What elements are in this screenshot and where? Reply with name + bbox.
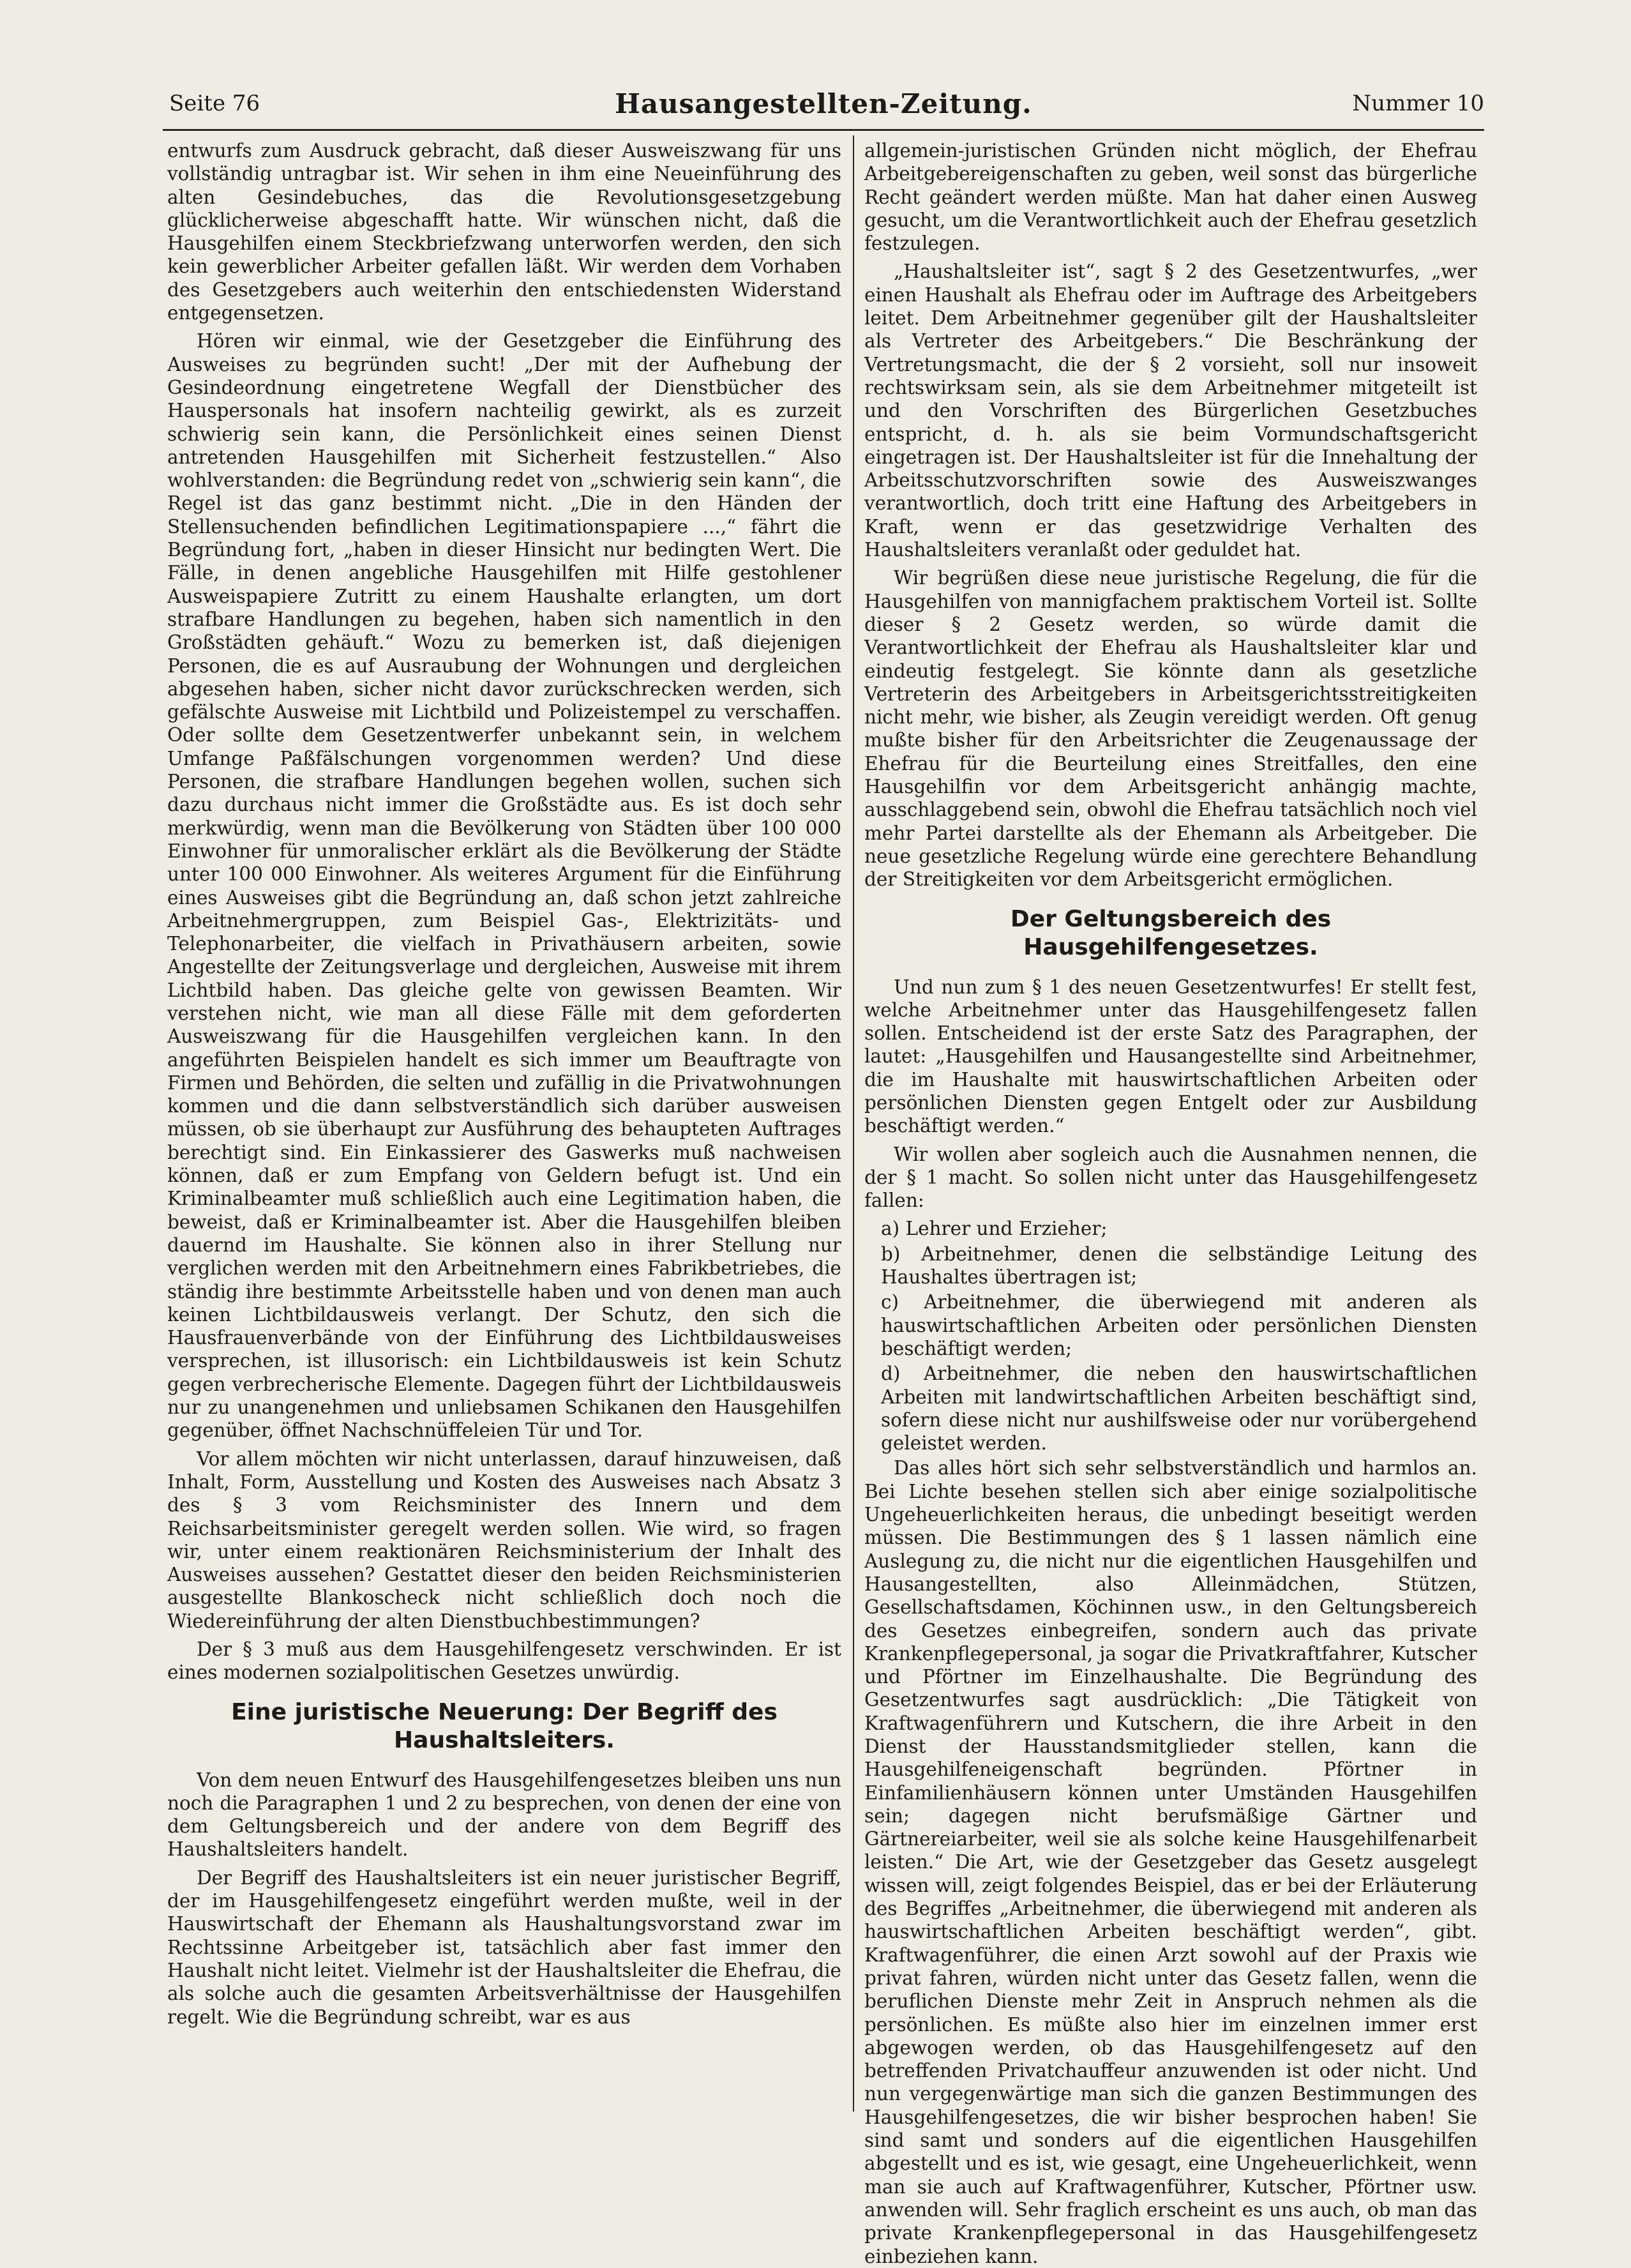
page-number: Seite 76 — [169, 91, 260, 116]
issue-number: Nummer 10 — [1352, 91, 1484, 116]
exception-item: c) Arbeitnehmer, die überwiegend mit anderen als hauswirtschaftlichen Arbeiten oder persönlichen Diensten beschäftigt werden; — [881, 1291, 1477, 1359]
article-paragraph: Von dem neuen Entwurf des Hausgehilfengesetzes bleiben uns nun noch die Paragraphen 1 und 2 zu besprechen, von denen der eine von dem Geltungsbereich und der andere von dem Begriff des Haushaltsleiters handelt. — [167, 1769, 841, 1861]
page-header — [163, 88, 1484, 126]
exception-item: a) Lehrer und Erzieher; — [881, 1218, 1108, 1240]
article-paragraph: Der § 3 muß aus dem Hausgehilfengesetz verschwinden. Er ist eines modernen sozialpolitischen Gesetzes unwürdig. — [167, 1638, 841, 1684]
article-paragraph: „Haushaltsleiter ist“, sagt § 2 des Gesetzentwurfes, „wer einen Haushalt als Ehefrau oder im Auftrage des Arbeitgebers leitet. Dem Arbeitnehmer gegenüber gilt der Haushaltsleiter als Vertreter des Arbeitgebers.“ Die Beschränkung der Vertretungsmacht, die der § 2 vorsieht, soll nur insoweit rechtswirksam sein, als sie dem Arbeitnehmer mitgeteilt ist und den Vorschriften des Bürgerlichen Gesetzbuches entspricht, d. h. als sie beim Vormundschaftsgericht eingetragen ist. Der Haushaltsleiter ist für die Innehaltung der Arbeitsschutzvorschriften sowie des Ausweiszwanges verantwortlich, doch tritt eine Haftung des Arbeitgebers in Kraft, wenn er das gesetzwidrige Verhalten des Haushaltsleiters veranlaßt oder geduldet hat. — [864, 261, 1477, 561]
header-rule — [163, 129, 1484, 131]
left-column — [167, 139, 841, 2112]
article-paragraph: allgemein-juristischen Gründen nicht möglich, der Ehefrau Arbeitgebereigenschaften zu geben, weil sonst das bürgerliche Recht geändert werden müßte. Man hat daher einen Ausweg gesucht, um die Verantwortlichkeit auch der Ehefrau gesetzlich festzulegen. — [864, 140, 1477, 255]
article-paragraph: Vor allem möchten wir nicht unterlassen, darauf hinzuweisen, daß Inhalt, Form, Ausstellung und Kosten des Ausweises nach Absatz 3 des § 3 vom Reichsminister des Innern und dem Reichsarbeitsminister geregelt werden sollen. Wie wird, so fragen wir, unter einem reaktionären Reichsministerium der Inhalt des Ausweises aussehen? Gestattet dieser den beiden Reichsministerien ausgestellte Blankoscheck nicht schließlich doch noch die Wiedereinführung der alten Dienstbuchbestimmungen? — [167, 1448, 841, 1632]
article-paragraph: Und nun zum § 1 des neuen Gesetzentwurfes! Er stellt fest, welche Arbeitnehmer unter das Hausgehilfengesetz fallen sollen. Entscheidend ist der erste Satz des Paragraphen, der lautet: „Hausgehilfen und Hausangestellte sind Arbeitnehmer, die im Haushalte mit hauswirtschaftlichen Arbeiten oder persönlichen Diensten gegen Entgelt oder zur Ausbildung beschäftigt werden.“ — [864, 976, 1477, 1137]
article-paragraph: Das alles hört sich sehr selbstverständlich und harmlos an. Bei Lichte besehen stellen sich aber einige sozialpolitische Ungeheuerlichkeiten heraus, die unbedingt beseitigt werden müssen. Die Bestimmungen des § 1 lassen nämlich eine Auslegung zu, die nicht nur die eigentlichen Hausgehilfen und Hausangestellten, also Alleinmädchen, Stützen, Gesellschaftsdamen, Köchinnen usw., in den Geltungsbereich des Gesetzes einbegreifen, sondern auch das private Krankenpflegepersonal, ja sogar die Privatkraftfahrer, Kutscher und Pförtner im Einzelhaushalte. Die Begründung des Gesetzentwurfes sagt ausdrücklich: „Die Tätigkeit von Kraftwagenführern und Kutschern, die ihre Arbeit in den Dienst der Hausstandsmitglieder stellen, kann die Hausgehilfeneigenschaft begründen. Pförtner in Einfamilienhäusern können unter Umständen Hausgehilfen sein; dagegen nicht berufsmäßige Gärtner und Gärtnereiarbeiter, weil sie als solche keine Hausgehilfenarbeit leisten.“ Die Art, wie der Gesetzgeber das Gesetz ausgelegt wissen will, zeigt folgendes Beispiel, das er bei der Erläuterung des Begriffes „Arbeitnehmer, die überwiegend mit anderen als hauswirtschaftlichen Arbeiten beschäftigt werden“, gibt. Kraftwagenführer, die einen Arzt sowohl auf der Praxis wie privat fahren, würden nicht unter das Gesetz fallen, wenn die beruflichen Dienste mehr Zeit in Anspruch nehmen als die persönlichen. Es müßte also hier im einzelnen immer erst abgewogen werden, ob das Hausgehilfengesetz auf den betreffenden Privatchauffeur anzuwenden ist oder nicht. Und nun vergegenwärtige man sich die ganzen Bestimmungen des Hausgehilfengesetzes, die wir bisher besprochen haben! Sie sind samt und sonders auf die eigentlichen Hausgehilfen abgestellt und es ist, wie gesagt, eine Ungeheuerlichkeit, wenn man sie auch auf Kraftwagenführer, Kutscher, Pförtner usw. anwenden will. Sehr fraglich erscheint es uns auch, ob man das private Krankenpflegepersonal in das Hausgehilfengesetz einbeziehen kann. — [864, 1457, 1477, 2267]
newspaper-title: Hausangestellten-Zeitung. — [615, 88, 1032, 119]
column-divider — [853, 135, 854, 2112]
article-paragraph: Der Begriff des Haushaltsleiters ist ein neuer juristischer Begriff, der im Hausgehilfengesetz eingeführt werden mußte, weil in der Hauswirtschaft der Ehemann als Haushaltungsvorstand zwar im Rechtssinne Arbeitgeber ist, tatsächlich aber fast immer den Haushalt nicht leitet. Vielmehr ist der Haushaltsleiter die Ehefrau, die als solche auch die gesamten Arbeitsverhältnisse der Hausgehilfen regelt. Wie die Begründung schreibt, war es aus — [167, 1866, 841, 2028]
article-paragraph: entwurfs zum Ausdruck gebracht, daß dieser Ausweiszwang für uns vollständig untragbar ist. Wir sehen in ihm eine Neueinführung des alten Gesindebuches, das die Revolutionsgesetzgebung glücklicherweise abgeschafft hatte. Wir wünschen nicht, daß die Hausgehilfen einem Steckbriefzwang unterworfen werden, den sich kein gewerblicher Arbeiter gefallen läßt. Wir werden dem Vorhaben des Gesetzgebers auch weiterhin den entschiedensten Widerstand entgegensetzen. — [167, 140, 841, 324]
article-paragraph: Wir wollen aber sogleich auch die Ausnahmen nennen, die der § 1 macht. So sollen nicht unter das Hausgehilfengesetz fallen: — [864, 1143, 1477, 1212]
section-heading-haushaltsleiter: Eine juristische Neuerung: Der Begriff des Haushaltsleiters. — [231, 1698, 778, 1753]
article-paragraph: Wir begrüßen diese neue juristische Regelung, die für die Hausgehilfen von mannigfachem praktischem Vorteil ist. Sollte dieser § 2 Gesetz werden, so würde damit die Verantwortlichkeit der Ehefrau als Haushaltsleiter klar und eindeutig festgelegt. Sie könnte dann als gesetzliche Vertreterin des Arbeitgebers in Arbeitsgerichtsstreitigkeiten nicht mehr, wie bisher, als Zeugin vereidigt werden. Oft genug mußte bisher für den Arbeitsrichter die Zeugenaussage der Ehefrau für die Beurteilung eines Streitfalles, den eine Hausgehilfin vor dem Arbeitsgericht anhängig machte, ausschlaggebend sein, obwohl die Ehefrau tatsächlich noch viel mehr Partei darstellte als der Ehemann als Arbeitgeber. Die neue gesetzliche Regelung würde eine gerechtere Behandlung der Streitigkeiten vor dem Arbeitsgericht ermöglichen. — [864, 567, 1477, 891]
section-heading-geltungsbereich: Der Geltungsbereich des Hausgehilfengesetzes. — [1010, 905, 1332, 960]
exception-item: d) Arbeitnehmer, die neben den hauswirtschaftlichen Arbeiten mit landwirtschaftlichen Arbeiten beschäftigt sind, sofern diese nicht nur aushilfsweise oder nur vorübergehend geleistet werden. — [881, 1363, 1477, 1455]
exception-item: b) Arbeitnehmer, denen die selbständige Leitung des Haushaltes übertragen ist; — [881, 1243, 1477, 1289]
right-column — [864, 139, 1477, 2267]
article-paragraph: Hören wir einmal, wie der Gesetzgeber die Einführung des Ausweises zu begründen sucht! „Der mit der Aufhebung der Gesindeordnung eingetretene Wegfall der Dienstbücher des Hauspersonals hat insofern nachteilig gewirkt, als es zurzeit schwierig sein kann, die Persönlichkeit eines seinen Dienst antretenden Hausgehilfen mit Sicherheit festzustellen.“ Also wohlverstanden: die Begründung redet von „schwierig sein kann“, die Regel ist das ganz bestimmt nicht. „Die in den Händen der Stellensuchenden befindlichen Legitimationspapiere ...,“ fährt die Begründung fort, „haben in dieser Hinsicht nur bedingten Wert. Die Fälle, in denen angebliche Hausgehilfen mit Hilfe gestohlener Ausweispapiere Zutritt zu einem Haushalte erlangten, um dort strafbare Handlungen zu begehen, haben sich namentlich in den Großstädten gehäuft.“ Wozu zu bemerken ist, daß diejenigen Personen, die es auf Ausraubung der Wohnungen und dergleichen abgesehen haben, sicher nicht davor zurückschrecken werden, sich gefälschte Ausweise mit Lichtbild und Polizeistempel zu verschaffen. Oder sollte dem Gesetzentwerfer unbekannt sein, in welchem Umfange Paßfälschungen vorgenommen werden? Und diese Personen, die strafbare Handlungen begehen wollen, suchen sich dazu durchaus nicht immer die Großstädte aus. Es ist doch sehr merkwürdig, wenn man die Bevölkerung von Städten über 100 000 Einwohner für unmoralischer erklärt als die Bevölkerung der Städte unter 100 000 Einwohner. Als weiteres Argument für die Einführung eines Ausweises gibt die Begründung an, daß schon jetzt zahlreiche Arbeitnehmergruppen, zum Beispiel Gas-, Elektrizitäts- und Telephonarbeiter, die vielfach in Privathäusern arbeiten, sowie Angestellte der Zeitungsverlage und dergleichen, Ausweise mit ihrem Lichtbild haben. Das gleiche gelte von gewissen Beamten. Wir verstehen nicht, wie man all diese Fälle mit dem geforderten Ausweiszwang für die Hausgehilfen vergleichen kann. In den angeführten Beispielen handelt es sich immer um Beauftragte von Firmen und Behörden, die selten und zufällig in die Privatwohnungen kommen und die dann selbstverständlich sich darüber ausweisen müssen, ob sie überhaupt zur Ausführung des behaupteten Auftrages berechtigt sind. Ein Einkassierer des Gaswerks muß nachweisen können, daß er zum Empfang von Geldern befugt ist. Und ein Kriminalbeamter muß schließlich auch eine Legitimation haben, die beweist, daß er Kriminalbeamter ist. Aber die Hausgehilfen bleiben dauernd im Haushalte. Sie können also in ihrer Stellung nur verglichen werden mit den Arbeitnehmern eines Fabrikbetriebes, die ständig ihre bestimmte Arbeitsstelle haben und von denen man auch keinen Lichtbildausweis verlangt. Der Schutz, den sich die Hausfrauenverbände von der Einführung des Lichtbildausweises versprechen, ist illusorisch: ein Lichtbildausweis ist kein Schutz gegen verbrecherische Elemente. Dagegen führt der Lichtbildausweis nur zu unangenehmen und unliebsamen Schikanen den Hausgehilfen gegenüber, öffnet Nachschnüffeleien Tür und Tor. — [167, 330, 841, 1442]
